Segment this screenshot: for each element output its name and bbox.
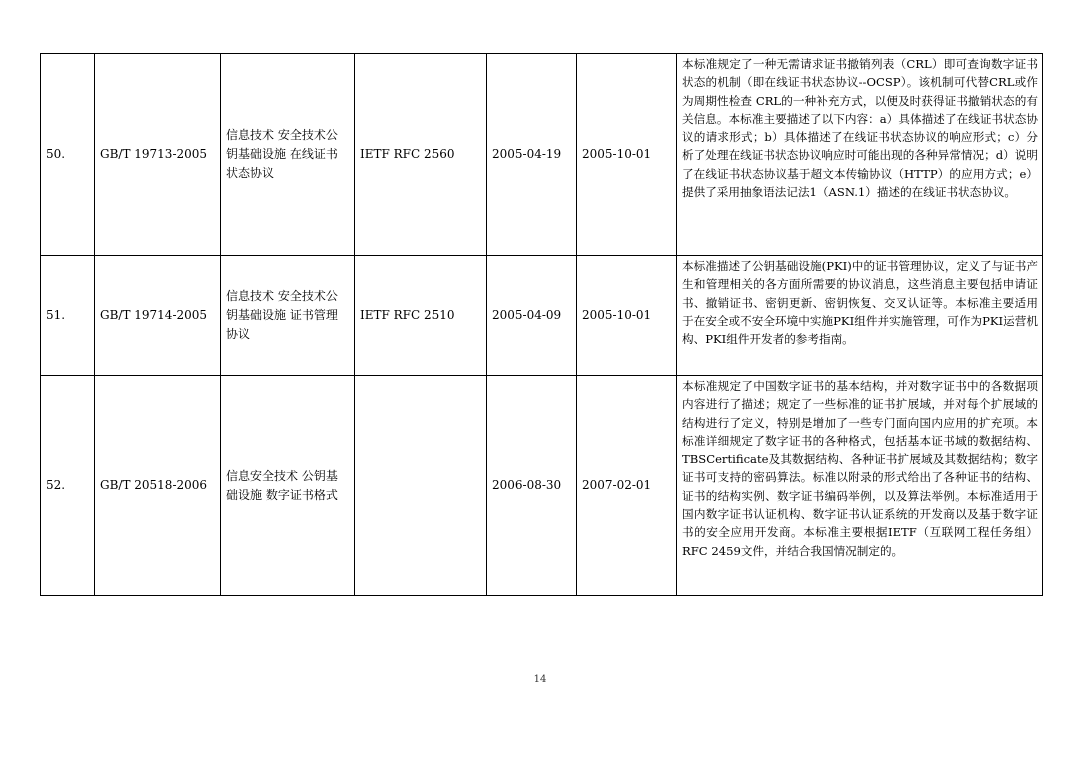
- reference-standard: IETF RFC 2510: [355, 256, 487, 376]
- standards-table: [40, 53, 1043, 596]
- standard-code: GB/T 19714-2005: [95, 256, 221, 376]
- table-row: [41, 376, 1043, 596]
- standard-name: 信息技术 安全技术公钥基础设施 在线证书状态协议: [221, 54, 355, 256]
- standard-code: GB/T 20518-2006: [95, 376, 221, 596]
- publish-date: 2005-04-09: [487, 256, 577, 376]
- page-number: 14: [533, 674, 547, 685]
- effective-date: 2007-02-01: [577, 376, 677, 596]
- effective-date: 2005-10-01: [577, 54, 677, 256]
- reference-standard: IETF RFC 2560: [355, 54, 487, 256]
- reference-standard: [355, 376, 487, 596]
- table-row: [41, 54, 1043, 256]
- table-row: [41, 256, 1043, 376]
- row-number: 51.: [41, 256, 95, 376]
- standard-code: GB/T 19713-2005: [95, 54, 221, 256]
- standard-description: 本标准规定了中国数字证书的基本结构，并对数字证书中的各数据项内容进行了描述；规定了一些标准的证书扩展域，并对每个扩展域的结构进行了定义，特别是增加了一些专门面向国内应用的扩充项。本标准详细规定了数字证书的各种格式，包括基本证书域的数据结构、TBSCertificate及其数据结构、各种证书扩展域及其数据结构；数字证书可支持的密码算法。标准以附录的形式给出了各种证书的结构、证书的结构实例、数字证书编码举例，以及算法举例。本标准适用于国内数字证书认证机构、数字证书认证系统的开发商以及基于数字证书的安全应用开发商。本标准主要根据IETF（互联网工程任务组）RFC 2459文件，并结合我国情况制定的。: [677, 376, 1043, 596]
- effective-date: 2005-10-01: [577, 256, 677, 376]
- standard-name: 信息技术 安全技术公钥基础设施 证书管理协议: [221, 256, 355, 376]
- standard-name: 信息安全技术 公钥基础设施 数字证书格式: [221, 376, 355, 596]
- publish-date: 2005-04-19: [487, 54, 577, 256]
- row-number: 50.: [41, 54, 95, 256]
- standard-description: 本标准描述了公钥基础设施(PKI)中的证书管理协议，定义了与证书产生和管理相关的各方面所需要的协议消息，这些消息主要包括申请证书、撤销证书、密钥更新、密钥恢复、交叉认证等。本标准主要适用于在安全或不安全环境中实施PKI组件并实施管理，可作为PKI运营机构、PKI组件开发者的参考指南。: [677, 256, 1043, 376]
- standard-description: 本标准规定了一种无需请求证书撤销列表（CRL）即可查询数字证书状态的机制（即在线证书状态协议--OCSP）。该机制可代替CRL或作为周期性检查 CRL的一种补充方式，以便及时获得证书撤销状态的有关信息。本标准主要描述了以下内容：a）具体描述了在线证书状态协议的请求形式；b）具体描述了在线证书状态协议的响应形式；c）分析了处理在线证书状态协议响应时可能出现的各种异常情况；d）说明了在线证书状态协议基于超文本传输协议（HTTP）的应用方式；e）提供了采用抽象语法记法1（ASN.1）描述的在线证书状态协议。: [677, 54, 1043, 256]
- row-number: 52.: [41, 376, 95, 596]
- publish-date: 2006-08-30: [487, 376, 577, 596]
